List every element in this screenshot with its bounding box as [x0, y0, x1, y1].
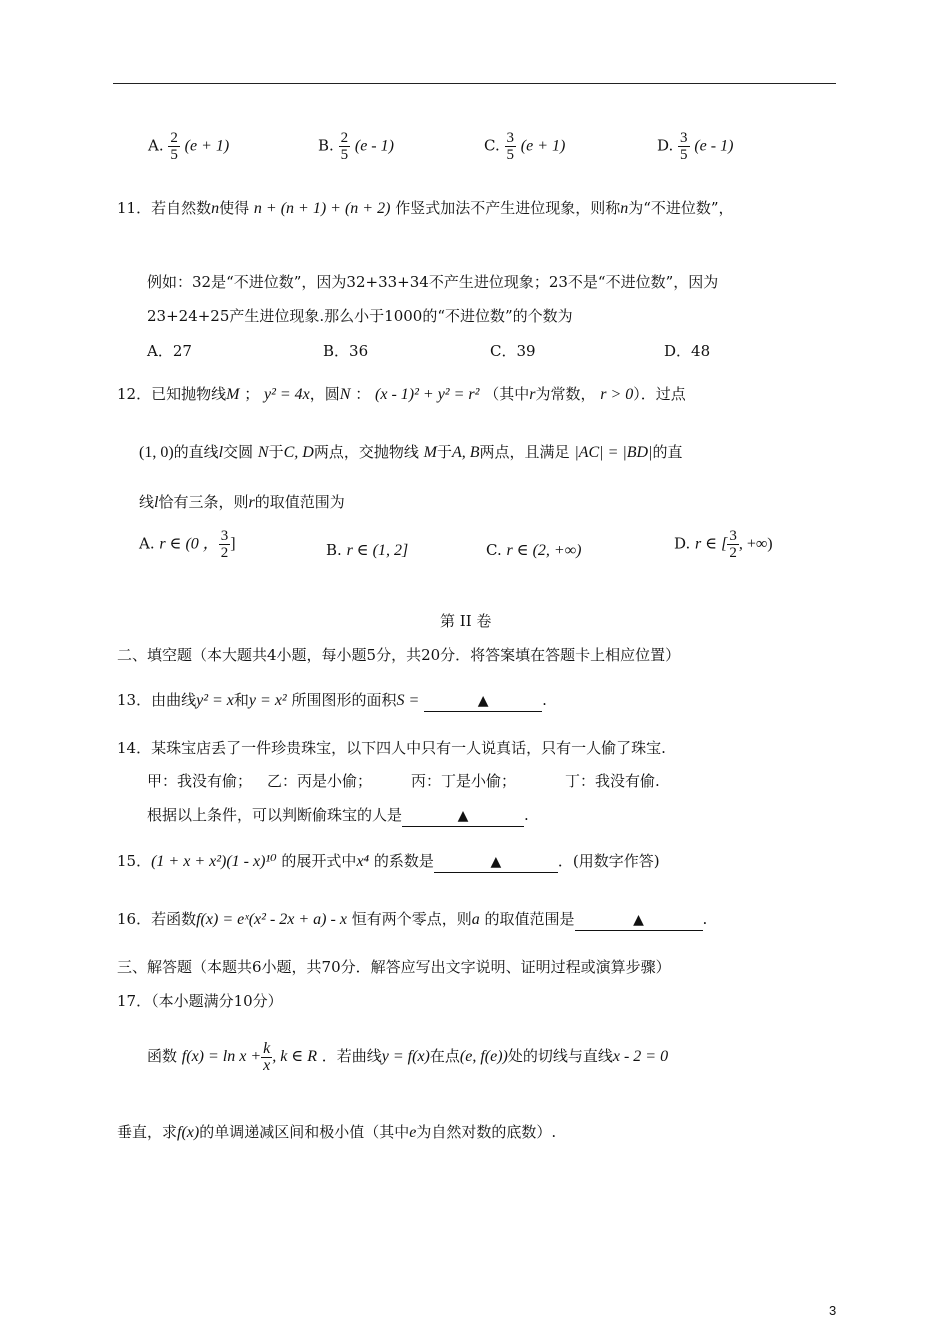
question-number: 13．: [117, 691, 152, 709]
numerator: 3: [680, 130, 688, 146]
text: 的取值范围为: [254, 493, 345, 511]
text: 所围图形的面积: [291, 691, 397, 709]
text: 两点，且满足: [479, 443, 570, 461]
option-label: A.: [148, 136, 164, 155]
page-number: 3: [829, 1303, 837, 1318]
triangle-icon: ▲: [490, 854, 502, 870]
math: (e, f(e)): [459, 1048, 508, 1065]
text: .: [524, 806, 529, 824]
q11-option-a: A．27: [147, 342, 192, 360]
math: y² = 4x: [263, 386, 310, 403]
numerator: 2: [170, 130, 178, 146]
text: ，圆: [309, 385, 340, 403]
math: e: [409, 1124, 417, 1141]
text: ）．过点: [633, 385, 686, 403]
math: n: [620, 200, 629, 217]
header-rule: [113, 83, 836, 84]
math: r: [248, 494, 255, 511]
text: 若函数: [151, 910, 197, 928]
text: 交圆: [223, 443, 254, 461]
math: r ∈ (2, +∞): [506, 542, 582, 559]
text: 的单调递减区间和极小值（其中: [199, 1123, 410, 1141]
text: 处的切线与直线: [507, 1047, 613, 1065]
section-heading: 二、填空题（本大题共4小题，每小题5分，共20分．将答案填在答题卡上相应位置）: [117, 646, 681, 664]
q13-line: [117, 690, 547, 712]
text: 为常数，: [535, 385, 596, 403]
q12-option-c: [486, 540, 581, 560]
text: 恒有两个零点，则: [351, 910, 472, 928]
numerator: 3: [220, 528, 229, 544]
q17-line2: [117, 1122, 556, 1143]
option-label: B.: [318, 136, 334, 155]
text: ．若曲线: [321, 1047, 382, 1065]
math: r > 0: [600, 386, 634, 403]
math: f(x) = eˣ(x² - 2x + a) - x: [196, 911, 347, 928]
math: f(x) = ln x +: [181, 1048, 262, 1065]
q17-line1: [147, 1038, 668, 1075]
option-expr: (e - 1): [354, 137, 394, 155]
math: y² = x: [196, 692, 234, 709]
numerator: k: [263, 1039, 271, 1057]
text: 由曲线: [151, 691, 197, 709]
math: (x - 1)² + y² = r²: [375, 386, 480, 403]
math: , k ∈ R: [272, 1048, 317, 1065]
q14-line3: [147, 805, 529, 827]
question-number: 15．: [117, 852, 152, 870]
denominator: 5: [170, 147, 178, 163]
text: 已知抛物线: [151, 385, 227, 403]
option-label: D.: [657, 136, 674, 155]
math: x - 2 = 0: [612, 1048, 669, 1065]
math: f(x): [177, 1124, 200, 1141]
text: （其中: [484, 385, 530, 403]
numerator: 3: [729, 528, 737, 544]
q10-option-b: [318, 130, 394, 163]
math: M: [226, 386, 240, 403]
fraction: [168, 130, 180, 163]
q12-option-a: [139, 528, 236, 561]
question-title: 17．（本小题满分10分）: [117, 992, 283, 1010]
q10-option-d: [657, 130, 733, 163]
q10-option-c: [484, 130, 565, 163]
text: 某珠宝店丢了一件珍贵珠宝，以下四人中只有一人说真话，只有一人偷了珠宝.: [151, 739, 666, 757]
math: r: [529, 386, 536, 403]
text: 的展开式中: [281, 852, 357, 870]
q11-option-d: D．48: [664, 342, 711, 360]
q12-line2: [139, 442, 683, 463]
text: 在点: [429, 1047, 460, 1065]
math: N: [339, 386, 351, 403]
text: 的系数是: [373, 852, 434, 870]
question-number: 11．: [117, 199, 152, 217]
text: 为自然对数的底数）.: [416, 1123, 557, 1141]
text: 作竖式加法不产生进位现象，则称: [395, 199, 621, 217]
math: y = x²: [248, 692, 287, 709]
answer-blank[interactable]: [434, 851, 558, 873]
text: 线: [139, 493, 155, 511]
q11-line3: 23+24+25产生进位现象.那么小于1000的“不进位数”的个数为: [147, 307, 573, 325]
text: 恰有三条，则: [158, 493, 249, 511]
denominator: x: [263, 1056, 271, 1074]
text: 的直: [652, 443, 683, 461]
math: l: [218, 444, 224, 461]
math: r ∈ (1, 2]: [346, 542, 409, 559]
text: .: [542, 691, 547, 709]
text: 使得: [219, 199, 250, 217]
math: y = f(x): [381, 1048, 430, 1065]
math: (1 + x + x²)(1 - x)¹⁰: [151, 853, 277, 870]
q12-option-d: [674, 528, 773, 561]
math: S =: [396, 692, 420, 709]
q11-line2: 例如：32是“不进位数”，因为32+33+34不产生进位现象；23不是“不进位数”，因为: [147, 273, 719, 291]
fraction: [727, 528, 739, 561]
q15-line: [117, 851, 660, 873]
q12-line3: [139, 492, 345, 513]
denominator: 5: [506, 147, 514, 163]
math: |AC| = |BD|: [574, 444, 653, 461]
denominator: 5: [680, 147, 688, 163]
statement-bing: 丙：丁是小偷；: [411, 772, 517, 790]
option-label: C.: [486, 541, 502, 559]
section-heading: 三、解答题（本题共6小题，共70分．解答应写出文字说明、证明过程或演算步骤）: [117, 958, 671, 976]
text: 两点，交抛物线: [313, 443, 419, 461]
text: 和: [233, 691, 249, 709]
fraction: [678, 130, 690, 163]
q14-line2: [147, 771, 707, 791]
part-title: 第 II 卷: [440, 612, 492, 630]
text: 根据以上条件，可以判断偷珠宝的人是: [147, 806, 403, 824]
math: a: [471, 911, 480, 928]
math: r ∈ (0 ，: [159, 535, 219, 553]
answer-blank[interactable]: [575, 909, 703, 931]
fraction: [219, 528, 231, 561]
text: .: [702, 910, 708, 928]
statement-jia: 甲：我没有偷；: [147, 772, 253, 790]
statement-yi: 乙：丙是小偷；: [267, 772, 373, 790]
triangle-icon: ▲: [477, 693, 489, 709]
question-number: 14．: [117, 739, 152, 757]
text: 垂直，求: [117, 1123, 178, 1141]
option-label: D.: [674, 534, 691, 553]
math: C, D: [283, 444, 314, 461]
question-number: 16．: [117, 910, 152, 928]
fraction: [505, 130, 517, 163]
text: 为“不进位数”，: [628, 199, 734, 217]
math: n: [211, 200, 220, 217]
text: 若自然数: [151, 199, 212, 217]
option-label: A.: [139, 534, 155, 553]
question-number: 12．: [117, 385, 152, 403]
option-expr: (e + 1): [184, 137, 230, 155]
math: A, B: [451, 444, 480, 461]
denominator: 2: [220, 545, 229, 561]
statement-ding: 丁：我没有偷.: [565, 772, 660, 790]
q11-option-b: B．36: [323, 342, 369, 360]
math: n + (n + 1) + (n + 2): [253, 200, 391, 217]
text: 的取值范围是: [484, 910, 575, 928]
text: 于: [436, 443, 452, 461]
q11-line1: [117, 198, 734, 219]
option-label: C.: [484, 136, 500, 155]
math: x⁴: [356, 853, 370, 870]
q11-option-c: C．39: [490, 342, 536, 360]
q14-line1: [117, 738, 666, 758]
option-label: B.: [326, 541, 342, 559]
numerator: 2: [340, 130, 349, 146]
fraction: [261, 1041, 272, 1074]
q12-option-b: [326, 540, 408, 560]
math: N: [257, 444, 269, 461]
answer-blank[interactable]: [402, 805, 524, 827]
text: 的直线: [173, 443, 219, 461]
triangle-icon: ▲: [633, 912, 644, 928]
denominator: 2: [729, 545, 737, 561]
numerator: 3: [506, 130, 514, 146]
q12-line1: 12．已知抛物线M ； y² = 4x，圆N ： (x - 1)² + y² = r² （其中r为常数， r > 0）．过点: [117, 385, 686, 403]
option-expr: (e - 1): [694, 137, 734, 155]
q10-option-a: [148, 130, 229, 163]
denominator: 5: [340, 147, 349, 163]
fraction: [339, 130, 351, 163]
math: r ∈ [: [695, 535, 728, 553]
text: 函数: [147, 1047, 178, 1065]
text: 于: [268, 443, 284, 461]
math: l: [154, 494, 159, 511]
q16-line: [117, 909, 707, 931]
math: M: [423, 444, 437, 461]
triangle-icon: ▲: [457, 808, 469, 824]
math: ]: [230, 535, 236, 553]
text: ．(用数字作答): [557, 852, 660, 870]
math: (1, 0): [139, 444, 174, 461]
answer-blank[interactable]: [424, 690, 542, 712]
option-expr: (e + 1): [520, 137, 566, 155]
math: , +∞): [738, 535, 773, 553]
